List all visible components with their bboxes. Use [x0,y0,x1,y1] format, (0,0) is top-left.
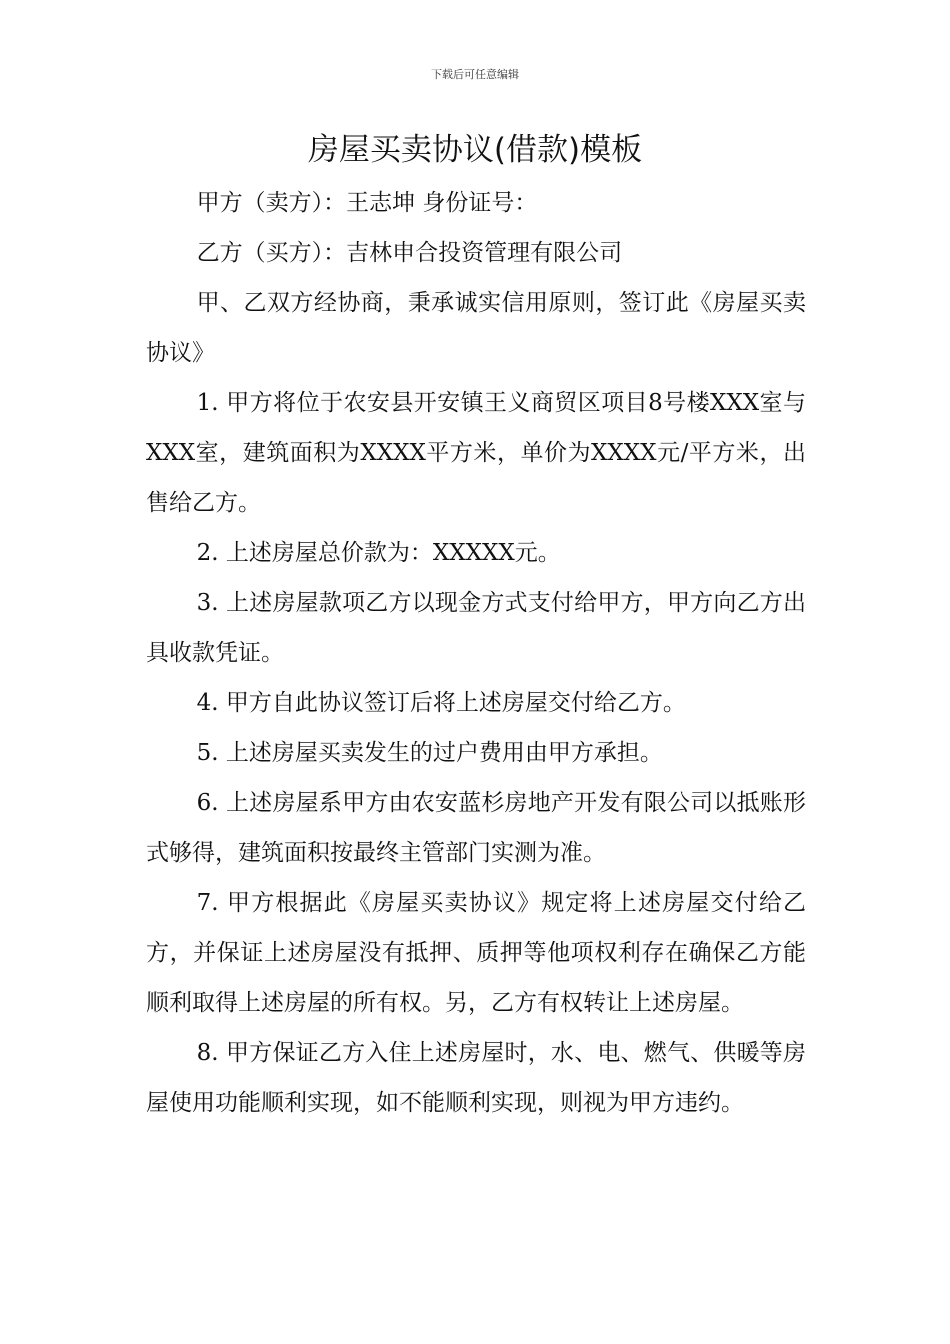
clause-4: 4. 甲方自此协议签订后将上述房屋交付给乙方。 [196,690,686,716]
clause-5: 5. 上述房屋买卖发生的过户费用由甲方承担。 [196,740,663,766]
clause-8: 8. 甲方保证乙方入住上述房屋时，水、电、燃气、供暖等房屋使用功能顺利实现，如不能顺利实现，则视为甲方违约。 [146,1040,806,1116]
clause-7: 7. 甲方根据此《房屋买卖协议》规定将上述房屋交付给乙方，并保证上述房屋没有抵押、质押等他项权利存在确保乙方能顺利取得上述房屋的所有权。另，乙方有权转让上述房屋。 [146,890,806,1016]
seller-line: 甲方（卖方）：王志坤 身份证号： [196,190,538,216]
clause-1: 1. 甲方将位于农安县开安镇王义商贸区项目8号楼XXX室与XXX室，建筑面积为XXXX平方米，单价为XXXX元/平方米，出售给乙方。 [146,390,806,516]
header-note: 下载后可任意编辑 [431,68,519,81]
clause-6: 6. 上述房屋系甲方由农安蓝杉房地产开发有限公司以抵账形式够得，建筑面积按最终主管部门实测为准。 [146,790,806,866]
intro-paragraph: 甲、乙双方经协商，秉承诚实信用原则，签订此《房屋买卖协议》 [146,290,806,366]
clause-2: 2. 上述房屋总价款为：XXXXX元。 [196,540,561,566]
document-body [146,178,806,1128]
clause-3: 3. 上述房屋款项乙方以现金方式支付给甲方，甲方向乙方出具收款凭证。 [146,590,806,666]
buyer-line: 乙方（买方）：吉林申合投资管理有限公司 [196,240,623,266]
document-title: 房屋买卖协议(借款)模板 [307,132,643,168]
